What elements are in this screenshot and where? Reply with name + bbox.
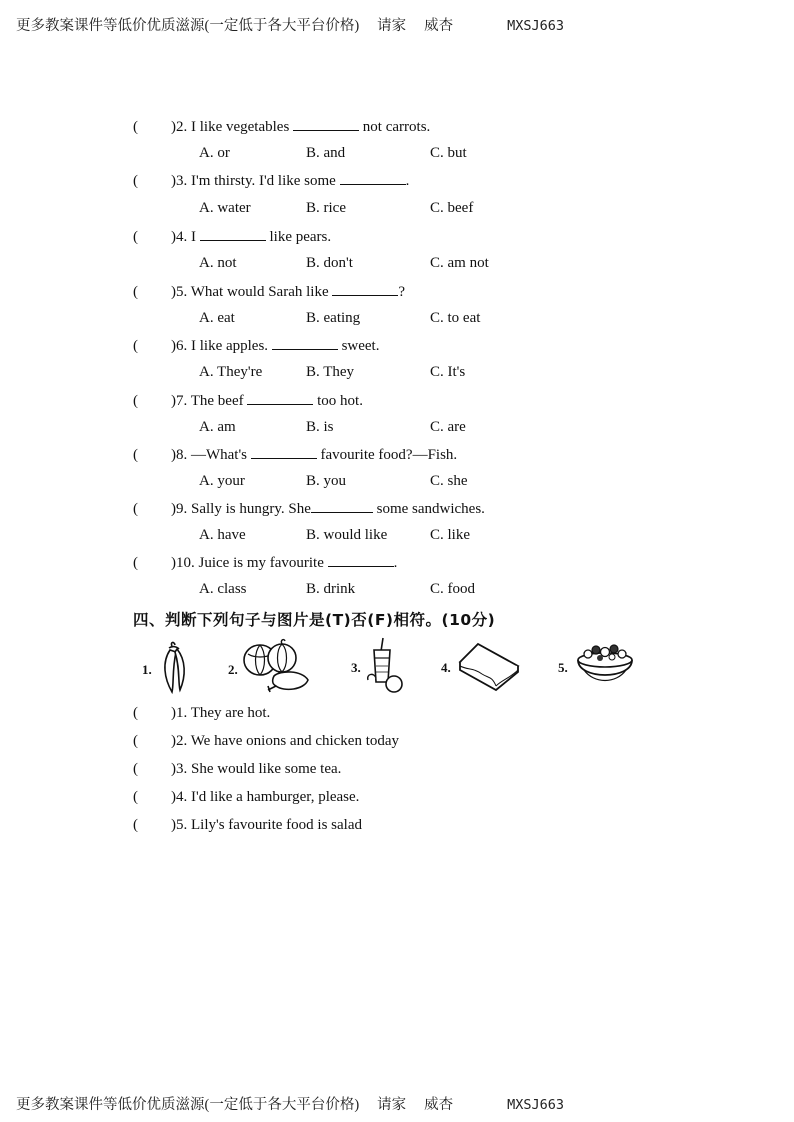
question-stem-end: sweet. — [341, 338, 380, 354]
question-stem-end: . — [405, 173, 410, 189]
statement-item — [133, 789, 359, 806]
footer-banner — [16, 1093, 564, 1114]
salad-bowl-icon — [574, 640, 636, 690]
option-b[interactable]: B. drink — [306, 581, 356, 597]
question-item — [133, 392, 363, 410]
option-b[interactable]: B. eating — [306, 310, 361, 326]
option-b[interactable]: B. is — [306, 419, 334, 435]
question-stem: )4. I — [171, 229, 196, 245]
banner-contact-name: 威杏 — [424, 18, 454, 34]
onion-chicken-icon — [240, 636, 314, 694]
question-stem: )5. What would Sarah like — [171, 284, 329, 300]
answer-paren[interactable]: ( — [133, 501, 138, 517]
question-item — [133, 337, 379, 355]
answer-blank[interactable] — [332, 283, 398, 296]
answer-paren[interactable]: ( — [133, 338, 138, 354]
option-a[interactable]: A. am — [199, 419, 236, 435]
banner-text: 更多教案课件等低价优质滋源(一定低于各大平台价格) — [16, 1097, 360, 1113]
answer-paren[interactable]: ( — [133, 705, 138, 721]
answer-paren[interactable]: ( — [133, 555, 138, 571]
option-b[interactable]: B. They — [306, 364, 355, 380]
answer-blank[interactable] — [340, 172, 406, 185]
option-b[interactable]: B. would like — [306, 527, 388, 543]
sandwich-icon — [456, 640, 522, 692]
statement-item — [133, 817, 362, 834]
answer-blank[interactable] — [311, 500, 373, 513]
picture-number: 3. — [351, 660, 361, 675]
question-stem: )2. I like vegetables — [171, 119, 290, 135]
option-b[interactable]: B. you — [306, 473, 347, 489]
answer-blank[interactable] — [328, 554, 394, 567]
question-stem-end: not carrots. — [362, 119, 431, 135]
juice-glass-icon — [364, 636, 406, 694]
option-a[interactable]: A. have — [199, 527, 246, 543]
section-title: 四、判断下列句子与图片是(T)否(F)相符。(10分) — [133, 611, 496, 629]
banner-contact-label: 请家 — [377, 18, 407, 34]
question-stem-end: like pears. — [269, 229, 332, 245]
option-a[interactable]: A. water — [199, 200, 251, 216]
answer-paren[interactable]: ( — [133, 393, 138, 409]
answer-blank[interactable] — [293, 118, 359, 131]
banner-contact-name: 威杏 — [424, 1097, 454, 1113]
option-a[interactable]: A. class — [199, 581, 247, 597]
banner-contact-label: 请家 — [377, 1097, 407, 1113]
option-b[interactable]: B. rice — [306, 200, 346, 216]
question-stem: )9. Sally is hungry. She — [171, 501, 311, 517]
option-a[interactable]: A. eat — [199, 310, 235, 326]
question-stem-end: favourite food?—Fish. — [320, 447, 458, 463]
statement-item — [133, 733, 399, 750]
question-stem: )7. The beef — [171, 393, 244, 409]
option-c[interactable]: C. food — [430, 581, 475, 597]
statement-text: )2. We have onions and chicken today — [171, 733, 400, 749]
answer-paren[interactable]: ( — [133, 173, 138, 189]
option-c[interactable]: C. but — [430, 145, 467, 161]
question-stem-end: . — [393, 555, 398, 571]
option-b[interactable]: B. don't — [306, 255, 353, 271]
option-c[interactable]: C. beef — [430, 200, 474, 216]
question-stem-end: some sandwiches. — [376, 501, 485, 517]
option-a[interactable]: A. or — [199, 145, 230, 161]
question-stem: )8. —What's — [171, 447, 248, 463]
question-item — [133, 228, 331, 246]
option-c[interactable]: C. to eat — [430, 310, 481, 326]
statement-text: )1. They are hot. — [171, 705, 271, 721]
statement-item — [133, 705, 270, 722]
answer-paren[interactable]: ( — [133, 119, 138, 135]
question-item — [133, 554, 397, 572]
question-item — [133, 172, 409, 190]
header-banner — [16, 14, 564, 35]
answer-paren[interactable]: ( — [133, 817, 138, 833]
option-c[interactable]: C. are — [430, 419, 466, 435]
option-b[interactable]: B. and — [306, 145, 346, 161]
option-a[interactable]: A. They're — [199, 364, 263, 380]
banner-code: MXSJ663 — [507, 18, 565, 34]
question-stem: )6. I like apples. — [171, 338, 269, 354]
answer-blank[interactable] — [251, 446, 317, 459]
answer-paren[interactable]: ( — [133, 761, 138, 777]
statement-text: )3. She would like some tea. — [171, 761, 342, 777]
question-item — [133, 118, 430, 136]
option-a[interactable]: A. your — [199, 473, 245, 489]
answer-paren[interactable]: ( — [133, 284, 138, 300]
answer-paren[interactable]: ( — [133, 789, 138, 805]
option-a[interactable]: A. not — [199, 255, 237, 271]
statement-text: )5. Lily's favourite food is salad — [171, 817, 362, 833]
answer-blank[interactable] — [272, 337, 338, 350]
picture-number: 1. — [142, 662, 152, 677]
question-item — [133, 446, 457, 464]
statement-item — [133, 761, 341, 778]
option-c[interactable]: C. am not — [430, 255, 489, 271]
answer-blank[interactable] — [247, 392, 313, 405]
banner-code: MXSJ663 — [507, 1097, 565, 1113]
picture-number: 2. — [228, 662, 238, 677]
option-c[interactable]: C. she — [430, 473, 468, 489]
question-item — [133, 283, 405, 301]
question-stem-end: ? — [398, 284, 406, 300]
question-item — [133, 500, 485, 518]
answer-paren[interactable]: ( — [133, 229, 138, 245]
option-c[interactable]: C. like — [430, 527, 470, 543]
chili-pepper-icon — [158, 640, 192, 696]
answer-blank[interactable] — [200, 228, 266, 241]
answer-paren[interactable]: ( — [133, 733, 138, 749]
statement-text: )4. I'd like a hamburger, please. — [171, 789, 360, 805]
banner-text: 更多教案课件等低价优质滋源(一定低于各大平台价格) — [16, 18, 360, 34]
answer-paren[interactable]: ( — [133, 447, 138, 463]
question-stem-end: too hot. — [317, 393, 363, 409]
question-stem: )3. I'm thirsty. I'd like some — [171, 173, 336, 189]
question-stem: )10. Juice is my favourite — [171, 555, 324, 571]
option-c[interactable]: C. It's — [430, 364, 466, 380]
picture-number: 5. — [558, 660, 568, 675]
picture-number: 4. — [441, 660, 451, 675]
